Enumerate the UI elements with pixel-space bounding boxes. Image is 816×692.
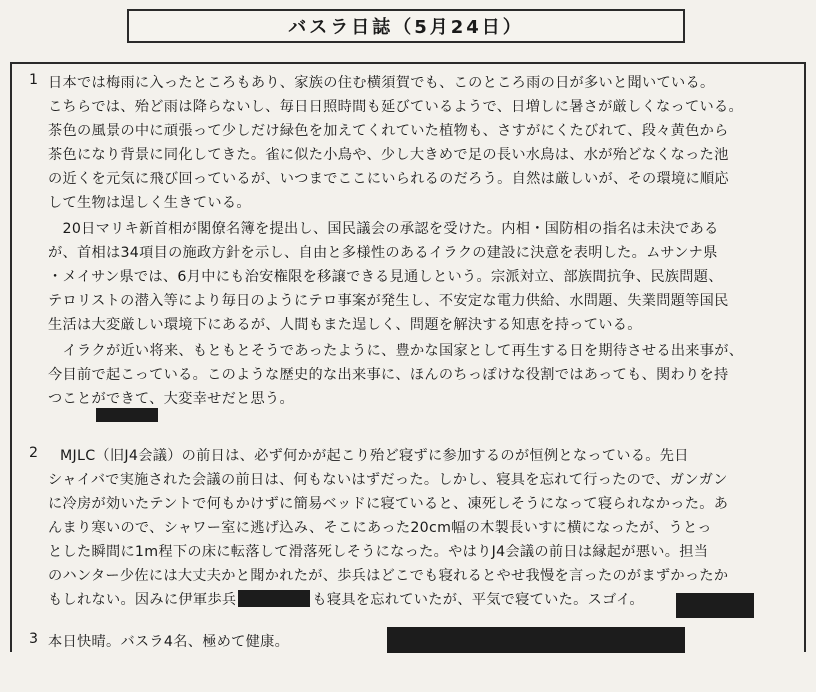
redaction-bar (387, 627, 685, 653)
text-line: シャイバで実施された会議の前日は、何もないはずだった。しかし、寝具を忘れて行ったので、ガンガン (48, 472, 728, 488)
text-line: が、首相は34項目の施政方針を示し、自由と多様性のあるイラクの建設に決意を表明した。ムサンナ県 (48, 245, 718, 261)
text-line: のハンター少佐には大丈夫かと聞かれたが、歩兵はどこでも寝れるとやせ我慢を言ったのがまずかったか (48, 568, 729, 584)
section-number: 2 (29, 445, 39, 461)
text-line-content: つことができて、大変幸せだと思う。 (48, 391, 295, 407)
redaction-bar (676, 593, 754, 618)
page-title: バスラ日誌（5月24日） (127, 9, 685, 43)
text-line: 茶色の風景の中に頑張って少しだけ緑色を加えてくれていた植物も、さすがにくたびれて、段々黄色から (48, 123, 729, 139)
text-line: 日本では梅雨に入ったところもあり、家族の住む横須賀でも、このところ雨の日が多いと聞いている。 (48, 75, 715, 91)
text-line: MJLC（旧J4会議）の前日は、必ず何かが起こり殆ど寝ずに参加するのが恒例となっている。先日 (60, 448, 689, 464)
redaction-bar (238, 590, 310, 607)
text-line: とした瞬間に1m程下の床に転落して滑落死しそうになった。やはりJ4会議の前日は縁起が悪い。担当 (48, 544, 709, 560)
text-line (48, 589, 644, 609)
text-line-content: も寝具を忘れていたが、平気で寝ていた。スゴイ。 (312, 592, 644, 608)
text-line: 20日マリキ新首相が閣僚名簿を提出し、国民議会の承認を受けた。内相・国防相の指名は未決である (48, 221, 719, 237)
text-line: こちらでは、殆ど雨は降らないし、毎日日照時間も延びているようで、日増しに暑さが厳しくなっている。 (48, 99, 743, 115)
section-number: 3 (29, 631, 39, 647)
text-line: して生物は逞しく生きている。 (48, 195, 251, 211)
text-line: 生活は大変厳しい環境下にあるが、人間もまた逞しく、問題を解決する知恵を持っている。 (48, 317, 642, 333)
text-line: 本日快晴。バスラ4名、極めて健康。 (48, 634, 290, 650)
text-line: に冷房が効いたテントで何もかけずに簡易ベッドに寝ていると、凍死しそうになって寝られなかった。あ (48, 496, 729, 512)
text-line: イラクが近い将来、もともとそうであったように、豊かな国家として再生する日を期待させる出来事が、 (48, 343, 744, 359)
text-line: ・メイサン県では、6月中にも治安権限を移譲できる見通しという。宗派対立、部族間抗争、民族問題、 (48, 269, 723, 285)
text-line: テロリストの潜入等により毎日のようにテロ事案が発生し、不安定な電力供給、水問題、失業問題等国民 (48, 293, 729, 309)
text-line-content: もしれない。因みに伊軍歩兵 (48, 592, 237, 608)
text-line: んまり寒いので、シャワー室に逃げ込み、そこにあった20cm幅の木製長いすに横になったが、うとっ (48, 520, 712, 536)
text-line: 茶色になり背景に同化してきた。雀に似た小鳥や、少し大きめで足の長い水鳥は、水が殆どなくなった池 (48, 147, 729, 163)
redaction-bar (96, 408, 158, 422)
text-line: の近くを元気に飛び回っているが、いつまでここにいられるのだろう。自然は厳しいが、その環境に順応 (48, 171, 729, 187)
section-number: 1 (29, 72, 39, 88)
text-line: 今目前で起こっている。このような歴史的な出来事に、ほんのちっぽけな役割ではあっても、関わりを持 (48, 367, 729, 383)
text-line (48, 388, 294, 408)
